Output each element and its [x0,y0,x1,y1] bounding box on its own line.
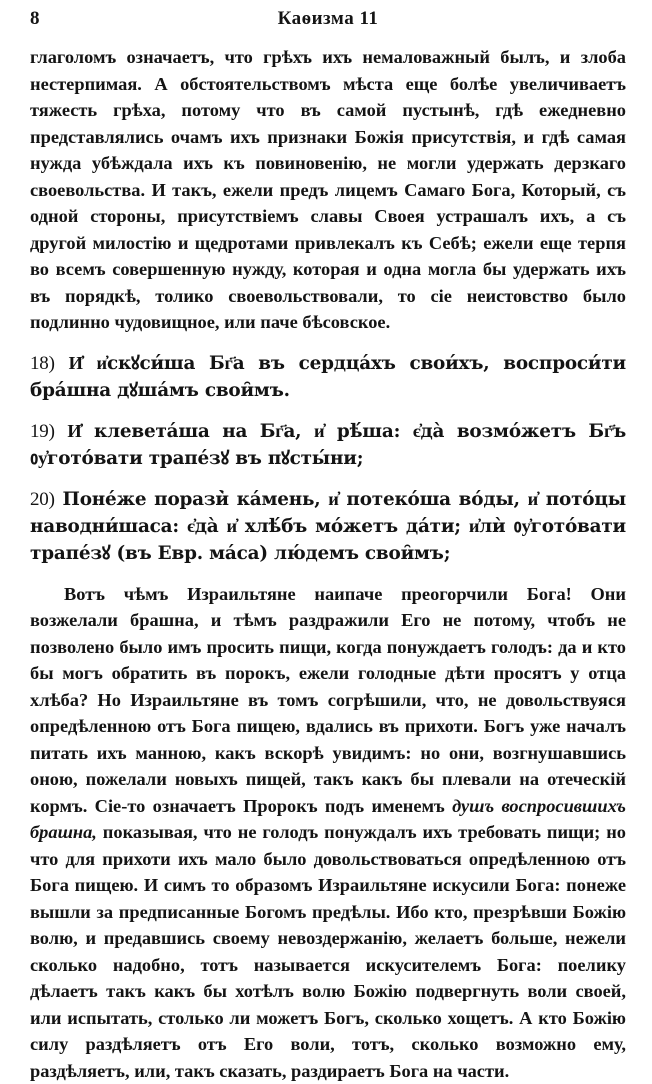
verse-text: И҆ и҆скꙋси́ша Бг҃а въ сердца́хъ свои́хъ, воспроси́ти бра́шна дꙋша́мъ свои̑мъ. [30,353,626,401]
verse-20 [30,486,626,567]
verse-number: 20) [30,489,55,510]
commentary-paragraph-2 [30,581,626,1084]
verse-number: 19) [30,421,55,442]
verse-19 [30,418,626,472]
commentary-paragraph-1: глаголомъ означаетъ, что грѣхъ ихъ немаловажный былъ, и злоба нестерпимая. А обстоятельствомъ мѣста еще болѣе увеличиваетъ тяжесть грѣха, потому что въ самой пустынѣ, гдѣ ежедневно представлялись очамъ ихъ признаки Божія присутствія, и гдѣ самая нужда убѣждала ихъ къ повиновенію, не могли удержать дерзкаго своевольства. И такъ, ежели предъ лицемъ Самаго Бога, Который, съ одной стороны, присутствіемъ славы Своея устрашалъ ихъ, а съ другой милостію и щедротами привлекалъ къ Себѣ; ежели еще терпя во всемъ совершенную нужду, которая и одна могла бы удержать ихъ въ порядкѣ, толико своевольствовали, то сіе неистовство было подлинно чудовищное, или паче бѣсовское. [30,44,626,336]
verse-number: 18) [30,353,55,374]
running-title: Каѳизма 11 [30,8,626,30]
page-header [30,8,626,34]
paragraph-text: Вотъ чѣмъ Израильтяне наипаче преогорчили Бога! Они возжелали брашна, и тѣмъ раздражили Его не потому, чтобъ не позволено было имъ просить пищи, когда понуждаетъ голодъ: да и кто бы могъ обратить въ порокъ, ежели голодные дѣти просятъ у отца хлѣба? Но Израильтяне въ томъ согрѣшили, что, не довольствуяся опредѣленною отъ Бога пищею, вдались въ прихоти. Богъ уже началъ питать ихъ манною, какъ вскорѣ увидимъ: но они, возгнушавшись оною, пожелали новыхъ пищей, такъ какъ бы плевали на отеческій кормъ. Сіе-то означаетъ Пророкъ подъ именемъ [30,584,626,816]
verse-text: Поне́же порази̇̀ ка́мень, и҆ потеко́ша во́ды, и҆ пото́цы наводни́шаса: є҆да̀ и҆ хлѣ́бъ мо́жетъ да́ти; и҆лѝ ᲂу҆гото́вати трапе́зꙋ (въ Евр. ма́са) лю́демъ свои̑мъ; [30,489,626,564]
page-number: 8 [30,8,40,30]
verse-18 [30,350,626,404]
italic-quote: душъ воспросившихъ брашна, [30,796,626,843]
verse-text: И҆ клевета́ша на Бг҃а, и҆ рѣ́ша: є҆да̀ возмо́жетъ Бг҃ъ ᲂу҆гото́вати трапе́зꙋ въ пꙋсты́ни; [30,421,626,469]
page-body [30,44,626,1084]
paragraph-text: показывая, что не голодъ понуждалъ ихъ требовать пищи; но что для прихоти ихъ мало было довольствоваться опредѣленною отъ Бога пищею. И симъ то образомъ Израильтяне искусили Бога: понеже вышли за предписанные Богомъ предѣлы. Ибо кто, презрѣвши Божію волю, и предавшись своему невоздержанію, желаетъ больше, нежели сколько надобно, тотъ называется искусителемъ Бога: поелику дѣлаетъ такъ какъ бы хотѣлъ волю Божію подвергнуть воли своей, или испытать, столько ли можетъ Богъ, сколько хощетъ. А кто Божію силу раздѣляетъ отъ Его воли, тотъ, сколько возможно ему, раздѣляетъ, или, такъ сказать, раздираетъ Бога на части. [30,822,626,1081]
